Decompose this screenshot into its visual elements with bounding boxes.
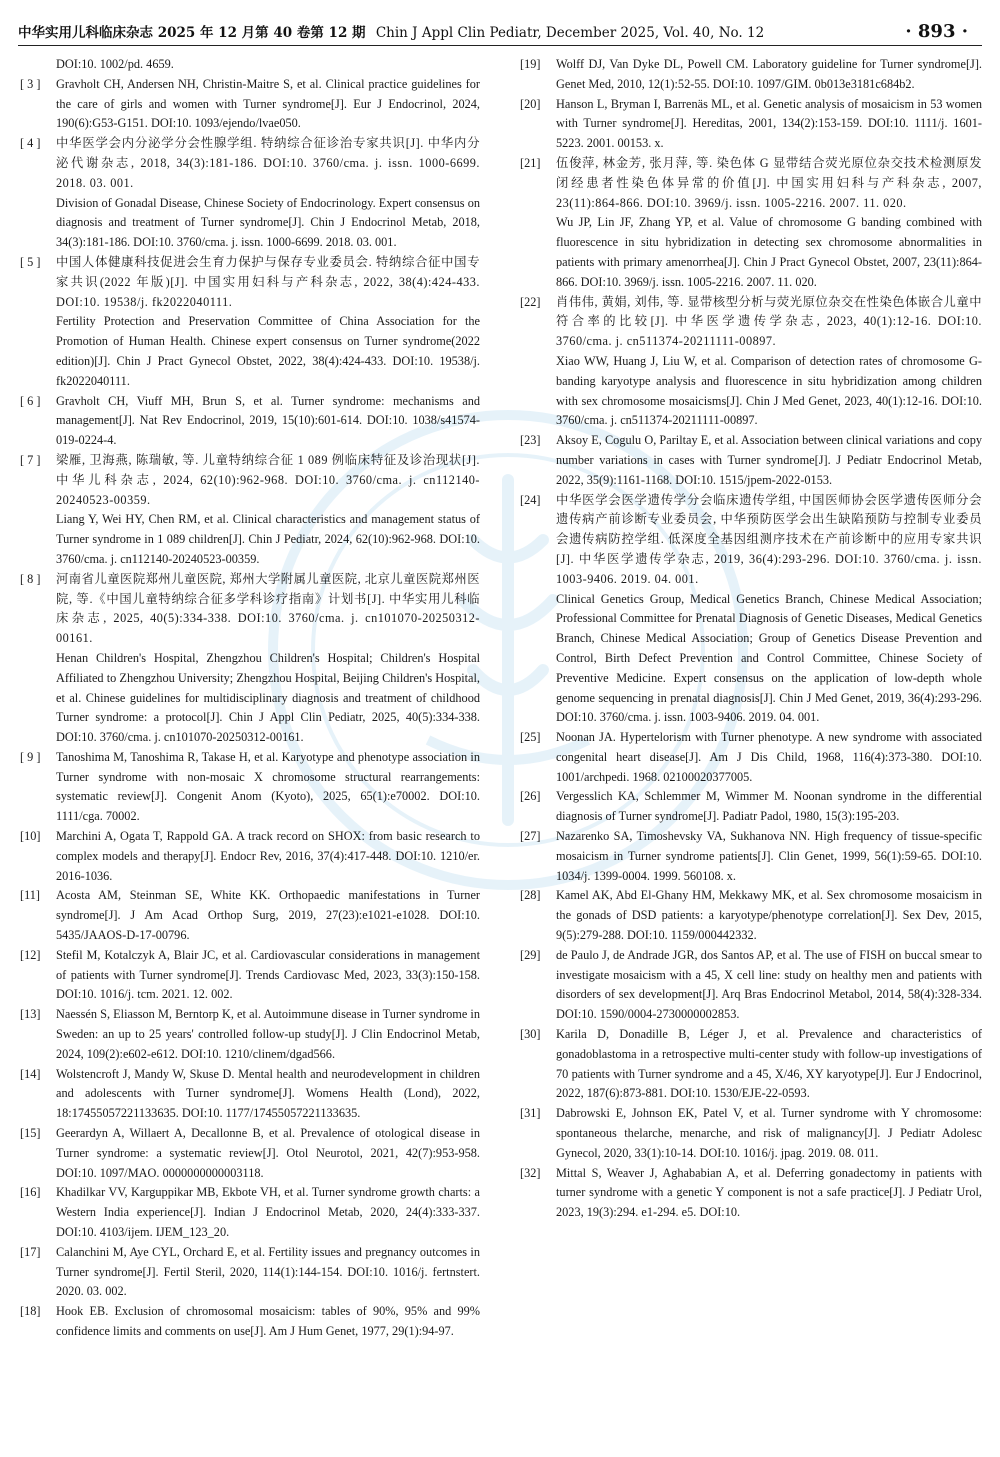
reference-number: [30]: [520, 1027, 541, 1042]
reference-text: Mittal S, Weaver J, Aghababian A, et al. Deferring gonadectomy in patients with turner syndrome with a genetic Y component is not a safe practice[J]. J Pediatr Urol, 2023, 19(3):294. e1-294. e5. DOI:10.: [556, 1165, 982, 1220]
reference-text: Hanson L, Bryman I, Barrenäs ML, et al. Genetic analysis of mosaicism in 53 women with Turner syndrome[J]. Hereditas, 2001, 134(2):153-159. DOI:10. 1111/j. 1601-5223. 2001. 00153. x.: [556, 96, 982, 151]
reference-number: [19]: [520, 57, 541, 71]
reference-text: Tanoshima M, Tanoshima R, Takase H, et al. Karyotype and phenotype association in Turner syndrome with non-mosaic X chromosome structural rearrangements: systematic review[J]. Congenit Anom (Kyoto), 2025, 65(1):e70002. DOI:10. 1111/cga. 70002.: [56, 749, 480, 824]
right-column: [520, 55, 982, 1223]
reference-text: Henan Children's Hospital, Zhengzhou Children's Hospital; Children's Hospital Affiliated to Zhengzhou University; Zhengzhou Hospital, Beijing Children's Hospital, et al. Chinese guidelines for multidisciplinary diagnosis and treatment of childhood Turner syndrome: a protocol[J]. Chin J Appl Clin Pediatr, 2025, 40(5):334-338. DOI:10. 3760/cma. j. cn101070-20250312-00161.: [56, 650, 480, 745]
reference-number: [13]: [20, 1007, 41, 1022]
reference-number: [ 8 ]: [20, 571, 41, 586]
reference-entry: [20, 1302, 480, 1342]
reference-text: Karila D, Donadille B, Léger J, et al. Prevalence and characteristics of gonadoblastoma in a retrospective multi-center study with follow-up investigations of 70 patients with Turner syndrome and a 45, X/46, XY karyotype[J]. Eur J Endocrinol, 2022, 187(6):873-881. DOI:10. 1530/EJE-22-0593.: [556, 1027, 982, 1101]
reference-number: [17]: [20, 1244, 41, 1259]
reference-text: Gravholt CH, Viuff MH, Brun S, et al. Turner syndrome: mechanisms and management[J]. Nat Rev Endocrinol, 2019, 15(10):601-614. DOI:10. 1038/s41574-019-0224-4.: [56, 393, 480, 448]
reference-text: Wolstencroft J, Mandy W, Skuse D. Mental health and neurodevelopment in children and adolescents with Turner syndrome[J]. Womens Health (Lond), 2022, 18:17455057221133635. DOI:10. 1177/17455057221133635.: [56, 1066, 480, 1121]
journal-title-en: Chin J Appl Clin Pediatr, December 2025, Vol. 40, No. 12: [375, 25, 765, 41]
reference-entry: [20, 570, 480, 748]
reference-number: [10]: [20, 829, 41, 844]
reference-text: Fertility Protection and Preservation Committee of China Association for the Promotion of Human Health. Chinese expert consensus on Turner syndrome(2022 edition)[J]. Chin J Pract Gynecol Obstet, 2022, 38(4):424-433. DOI:10. 19538/j. fk2022040111.: [56, 314, 480, 388]
reference-text: Xiao WW, Huang J, Liu W, et al. Comparison of detection rates of chromosome G-banding karyotype analysis and fluorescence in situ hybridization among children with sex chromosome mosaicisms[J]. Chin J Med Genet, 2023, 40(1):12-16. DOI:10. 3760/cma. j. cn511374-20211111-00897.: [556, 353, 982, 428]
reference-entry: [20, 134, 480, 253]
reference-entry: [520, 1025, 982, 1104]
reference-text: Gravholt CH, Andersen NH, Christin-Maitre S, et al. Clinical practice guidelines for the care of girls and women with Turner syndrome[J]. Eur J Endocrinol, 2024, 190(6):G53-G151. DOI:10. 1093/ejendo/lvae050.: [56, 76, 480, 131]
reference-number: [ 7 ]: [20, 452, 41, 467]
reference-text-zh: 梁雁, 卫海燕, 陈瑞敏, 等. 儿童特纳综合征 1 089 例临床特征及诊治现状[J]. 中华儿科杂志, 2024, 62(10):962-968. DOI:10. 3760/cma. j. cn112140-20240523-00359.: [56, 452, 480, 507]
reference-number: [25]: [520, 730, 541, 745]
left-column: [20, 55, 480, 1342]
reference-text: Hook EB. Exclusion of chromosomal mosaicism: tables of 90%, 95% and 99% confidence limits and comments on use[J]. Am J Hum Genet, 1977, 29(1):94-97.: [56, 1304, 480, 1338]
reference-entry: [520, 1104, 982, 1163]
reference-text-zh: 河南省儿童医院郑州儿童医院, 郑州大学附属儿童医院, 北京儿童医院郑州医院, 等.《中国儿童特纳综合征多学科诊疗指南》计划书[J]. 中华实用儿科临床杂志, 2025, 40(5):334-338. DOI:10. 3760/cma. j. cn101070-20250312-00161.: [56, 571, 480, 646]
reference-continuation: DOI:10. 1002/pd. 4659.: [56, 57, 174, 71]
reference-entry: [520, 154, 982, 293]
reference-entry: [520, 95, 982, 154]
reference-text: Kamel AK, Abd El-Ghany HM, Mekkawy MK, et al. Sex chromosome mosaicism in the gonads of DSD patients: a karyotype/phenotype correlation[J]. Sex Dev, 2015, 9(5):279-288. DOI:10. 1159/000442332.: [556, 888, 982, 943]
reference-text-zh: 中华医学会医学遗传学分会临床遗传学组, 中国医师协会医学遗传医师分会遗传病产前诊断专业委员会, 中华预防医学会出生缺陷预防与控制专业委员会遗传病防控学组. 低深度全基因组测序技术在产前诊断中的应用专家共识[J]. 中华医学遗传学杂志, 2019, 36(4):293-296. DOI:10. 3760/cma. j. issn. 1003-9406. 2019. 04. 001.: [556, 492, 982, 586]
reference-number: [12]: [20, 947, 41, 962]
reference-entry: [520, 827, 982, 886]
reference-text: de Paulo J, de Andrade JGR, dos Santos AP, et al. The use of FISH on buccal smear to investigate mosaicism with a 45, X cell line: study on healthy men and patients with disorders of sex development[J]. Arq Bras Endocrinol Metabol, 2014, 58(4):328-334. DOI:10. 1590/0004-2730000002853.: [556, 947, 982, 1022]
reference-text: Division of Gonadal Disease, Chinese Society of Endocrinology. Expert consensus on diagnosis and treatment of Turner syndrome[J]. Chin J Endocrinol Metab, 2018, 34(3):181-186. DOI:10. 3760/cma. j. issn. 1000-6699. 2018. 03. 001.: [56, 195, 480, 250]
reference-entry: [20, 886, 480, 945]
reference-number: [26]: [520, 789, 541, 804]
reference-text: Clinical Genetics Group, Medical Genetics Branch, Chinese Medical Association; Professional Committee for Prenatal Diagnosis of Genetic Diseases, Medical Genetics Branch, Chinese Medical Association; Group of Genetics Disease Prevention and Control, Birth Defect Prevention and Control Committee, Chinese Society of Preventive Medicine. Expert consensus on the application of low-depth whole genome sequencing in prenatal diagnosis[J]. Chin J Med Genet, 2019, 36(4):293-296. DOI:10. 3760/cma. j. issn. 1003-9406. 2019. 04. 001.: [556, 591, 982, 725]
reference-text: Calanchini M, Aye CYL, Orchard E, et al. Fertility issues and pregnancy outcomes in Turner syndrome[J]. Fertil Steril, 2020, 114(1):144-154. DOI:10. 1016/j. fertnstert. 2020. 03. 002.: [56, 1244, 480, 1299]
reference-text: Acosta AM, Steinman SE, White KK. Orthopaedic manifestations in Turner syndrome[J]. J Am Acad Orthop Surg, 2019, 27(23):e1021-e1028. DOI:10. 5435/JAAOS-D-17-00796.: [56, 888, 480, 943]
reference-text: Nazarenko SA, Timoshevsky VA, Sukhanova NN. High frequency of tissue-specific mosaicism in Turner syndrome patients[J]. Clin Genet, 1999, 56(1):59-65. DOI:10. 1034/j. 1399-0004. 1999. 560108. x.: [556, 829, 982, 883]
reference-entry: [20, 1005, 480, 1064]
reference-text: Wolff DJ, Van Dyke DL, Powell CM. Laboratory guideline for Turner syndrome[J]. Genet Med, 2010, 12(1):52-55. DOI:10. 1097/GIM. 0b013e3181c684b2.: [556, 57, 982, 91]
reference-entry: [520, 55, 982, 95]
reference-text: Stefil M, Kotalczyk A, Blair JC, et al. Cardiovascular considerations in management of patients with Turner syndrome[J]. Trends Cardiovasc Med, 2023, 33(3):150-158. DOI:10. 1016/j. tcm. 2021. 12. 002.: [56, 947, 480, 1002]
reference-number: [21]: [520, 155, 541, 170]
reference-entry: [20, 253, 480, 392]
reference-number: [ 9 ]: [20, 749, 41, 764]
reference-number: [ 6 ]: [20, 393, 41, 408]
reference-text: Liang Y, Wei HY, Chen RM, et al. Clinical characteristics and management status of Turner syndrome in 1 089 children[J]. Chin J Pediatr, 2024, 62(10):962-968. DOI:10. 3760/cma. j. cn112140-20240523-00359.: [56, 512, 480, 566]
reference-entry: [520, 1164, 982, 1223]
reference-number: [15]: [20, 1126, 41, 1141]
reference-number: [31]: [520, 1106, 541, 1121]
reference-entry: [520, 431, 982, 490]
header-rule: [18, 45, 982, 46]
reference-entry: [20, 1243, 480, 1302]
reference-text-zh: 肖伟伟, 黄娟, 刘伟, 等. 显带核型分析与荧光原位杂交在性染色体嵌合儿童中符合率的比较[J]. 中华医学遗传学杂志, 2023, 40(1):12-16. DOI:10. 3760/cma. j. cn511374-20211111-00897.: [556, 294, 982, 349]
reference-entry: [520, 728, 982, 787]
reference-text-zh: 伍俊萍, 林金芳, 张月萍, 等. 染色体 G 显带结合荧光原位杂交技术检测原发闭经患者性染色体异常的价值[J]. 中国实用妇科与产科杂志, 2007, 23(11):864-866. DOI:10. 3969/j. issn. 1005-2216. 2007. 11. 020.: [556, 155, 982, 210]
reference-entry: [20, 75, 480, 134]
reference-entry: [520, 787, 982, 827]
reference-entry: [520, 293, 982, 432]
reference-entry: [20, 1183, 480, 1242]
reference-entry: [20, 748, 480, 827]
reference-number: [29]: [520, 947, 541, 962]
reference-text: Dabrowski E, Johnson EK, Patel V, et al. Turner syndrome with Y chromosome: spontaneous thelarche, menarche, and risk of malignancy[J]. J Pediatr Adolesc Gynecol, 2020, 33(1):10-14. DOI:10. 1016/j. jpag. 2019. 08. 011.: [556, 1106, 982, 1160]
reference-number: [20]: [520, 96, 541, 111]
reference-text: Aksoy E, Cogulu O, Pariltay E, et al. Association between clinical variations and copy number variations in cases with Turner syndrome[J]. J Pediatr Endocrinol Metab, 2022, 35(9):1161-1168. DOI:10. 1515/jpem-2022-0153.: [556, 433, 982, 487]
reference-number: [11]: [20, 888, 41, 903]
reference-text: Geerardyn A, Willaert A, Decallonne B, et al. Prevalence of otological disease in Turner syndrome: a systematic review[J]. Otol Neurotol, 2021, 42(7):953-958. DOI:10. 1097/MAO. 0000000000003118.: [56, 1126, 480, 1180]
reference-entry: [520, 886, 982, 945]
reference-number: [16]: [20, 1185, 41, 1200]
reference-text-zh: 中华医学会内分泌学分会性腺学组. 特纳综合征诊治专家共识[J]. 中华内分泌代谢杂志, 2018, 34(3):181-186. DOI:10. 3760/cma. j. issn. 1000-6699. 2018. 03. 001.: [56, 136, 480, 190]
reference-number: [23]: [520, 433, 541, 448]
reference-entry: [520, 491, 982, 729]
reference-text-zh: 中国人体健康科技促进会生育力保护与保存专业委员会. 特纳综合征中国专家共识(2022 年版)[J]. 中国实用妇科与产科杂志, 2022, 38(4):424-433. DOI:10. 19538/j. fk2022040111.: [56, 254, 480, 309]
reference-entry: [20, 946, 480, 1005]
reference-number: [27]: [520, 829, 541, 844]
reference-number: [ 3 ]: [20, 76, 41, 91]
reference-text: Khadilkar VV, Karguppikar MB, Ekbote VH, et al. Turner syndrome growth charts: a Western India experience[J]. Indian J Endocrinol Metab, 2020, 24(4):333-337. DOI:10. 4103/ijem. IJEM_123_20.: [56, 1185, 480, 1240]
reference-number: [ 4 ]: [20, 136, 41, 151]
reference-entry: [20, 827, 480, 886]
reference-number: [18]: [20, 1304, 41, 1319]
reference-entry: [20, 1065, 480, 1124]
reference-number: [28]: [520, 888, 541, 903]
reference-text: Marchini A, Ogata T, Rappold GA. A track record on SHOX: from basic research to complex models and therapy[J]. Endocr Rev, 2016, 37(4):417-448. DOI:10. 1210/er. 2016-1036.: [56, 829, 480, 883]
reference-number: [22]: [520, 294, 541, 309]
journal-title-zh: 中华实用儿科临床杂志 2025 年 12 月第 40 卷第 12 期: [18, 25, 366, 41]
reference-entry: [20, 392, 480, 451]
reference-number: [ 5 ]: [20, 254, 41, 269]
reference-entry: [520, 946, 982, 1025]
reference-number: [24]: [520, 492, 541, 507]
reference-entry: [20, 1124, 480, 1183]
reference-number: [14]: [20, 1066, 41, 1081]
reference-entry: [20, 451, 480, 570]
reference-number: [32]: [520, 1165, 541, 1180]
running-header: [18, 21, 978, 45]
reference-text: Vergesslich KA, Schlemmer M, Wimmer M. Noonan syndrome in the differential diagnosis of Turner syndrome[J]. Padiatr Padol, 1980, 15(3):195-203.: [556, 789, 982, 824]
reference-text: Naessén S, Eliasson M, Berntorp K, et al. Autoimmune disease in Turner syndrome in Sweden: an up to 25 years' controlled follow-up study[J]. J Clin Endocrinol Metab, 2024, 109(2):e602-e612. DOI:10. 1210/clinem/dgad566.: [56, 1007, 480, 1061]
reference-text: Noonan JA. Hypertelorism with Turner phenotype. A new syndrome with associated congenital heart disease[J]. Am J Dis Child, 1968, 116(4):373-380. DOI:10. 1001/archpedi. 1968. 02100020377005.: [556, 730, 982, 784]
page-number: · 893 ·: [905, 21, 968, 42]
reference-text: Wu JP, Lin JF, Zhang YP, et al. Value of chromosome G banding combined with fluorescence in situ hybridization in detecting sex chromosome abnormalities in patients with primary amenorrhea[J]. Chin J Pract Gynecol Obstet, 2007, 23(11):864-866. DOI:10. 3969/j. issn. 1005-2216. 2007. 11. 020.: [556, 215, 982, 289]
